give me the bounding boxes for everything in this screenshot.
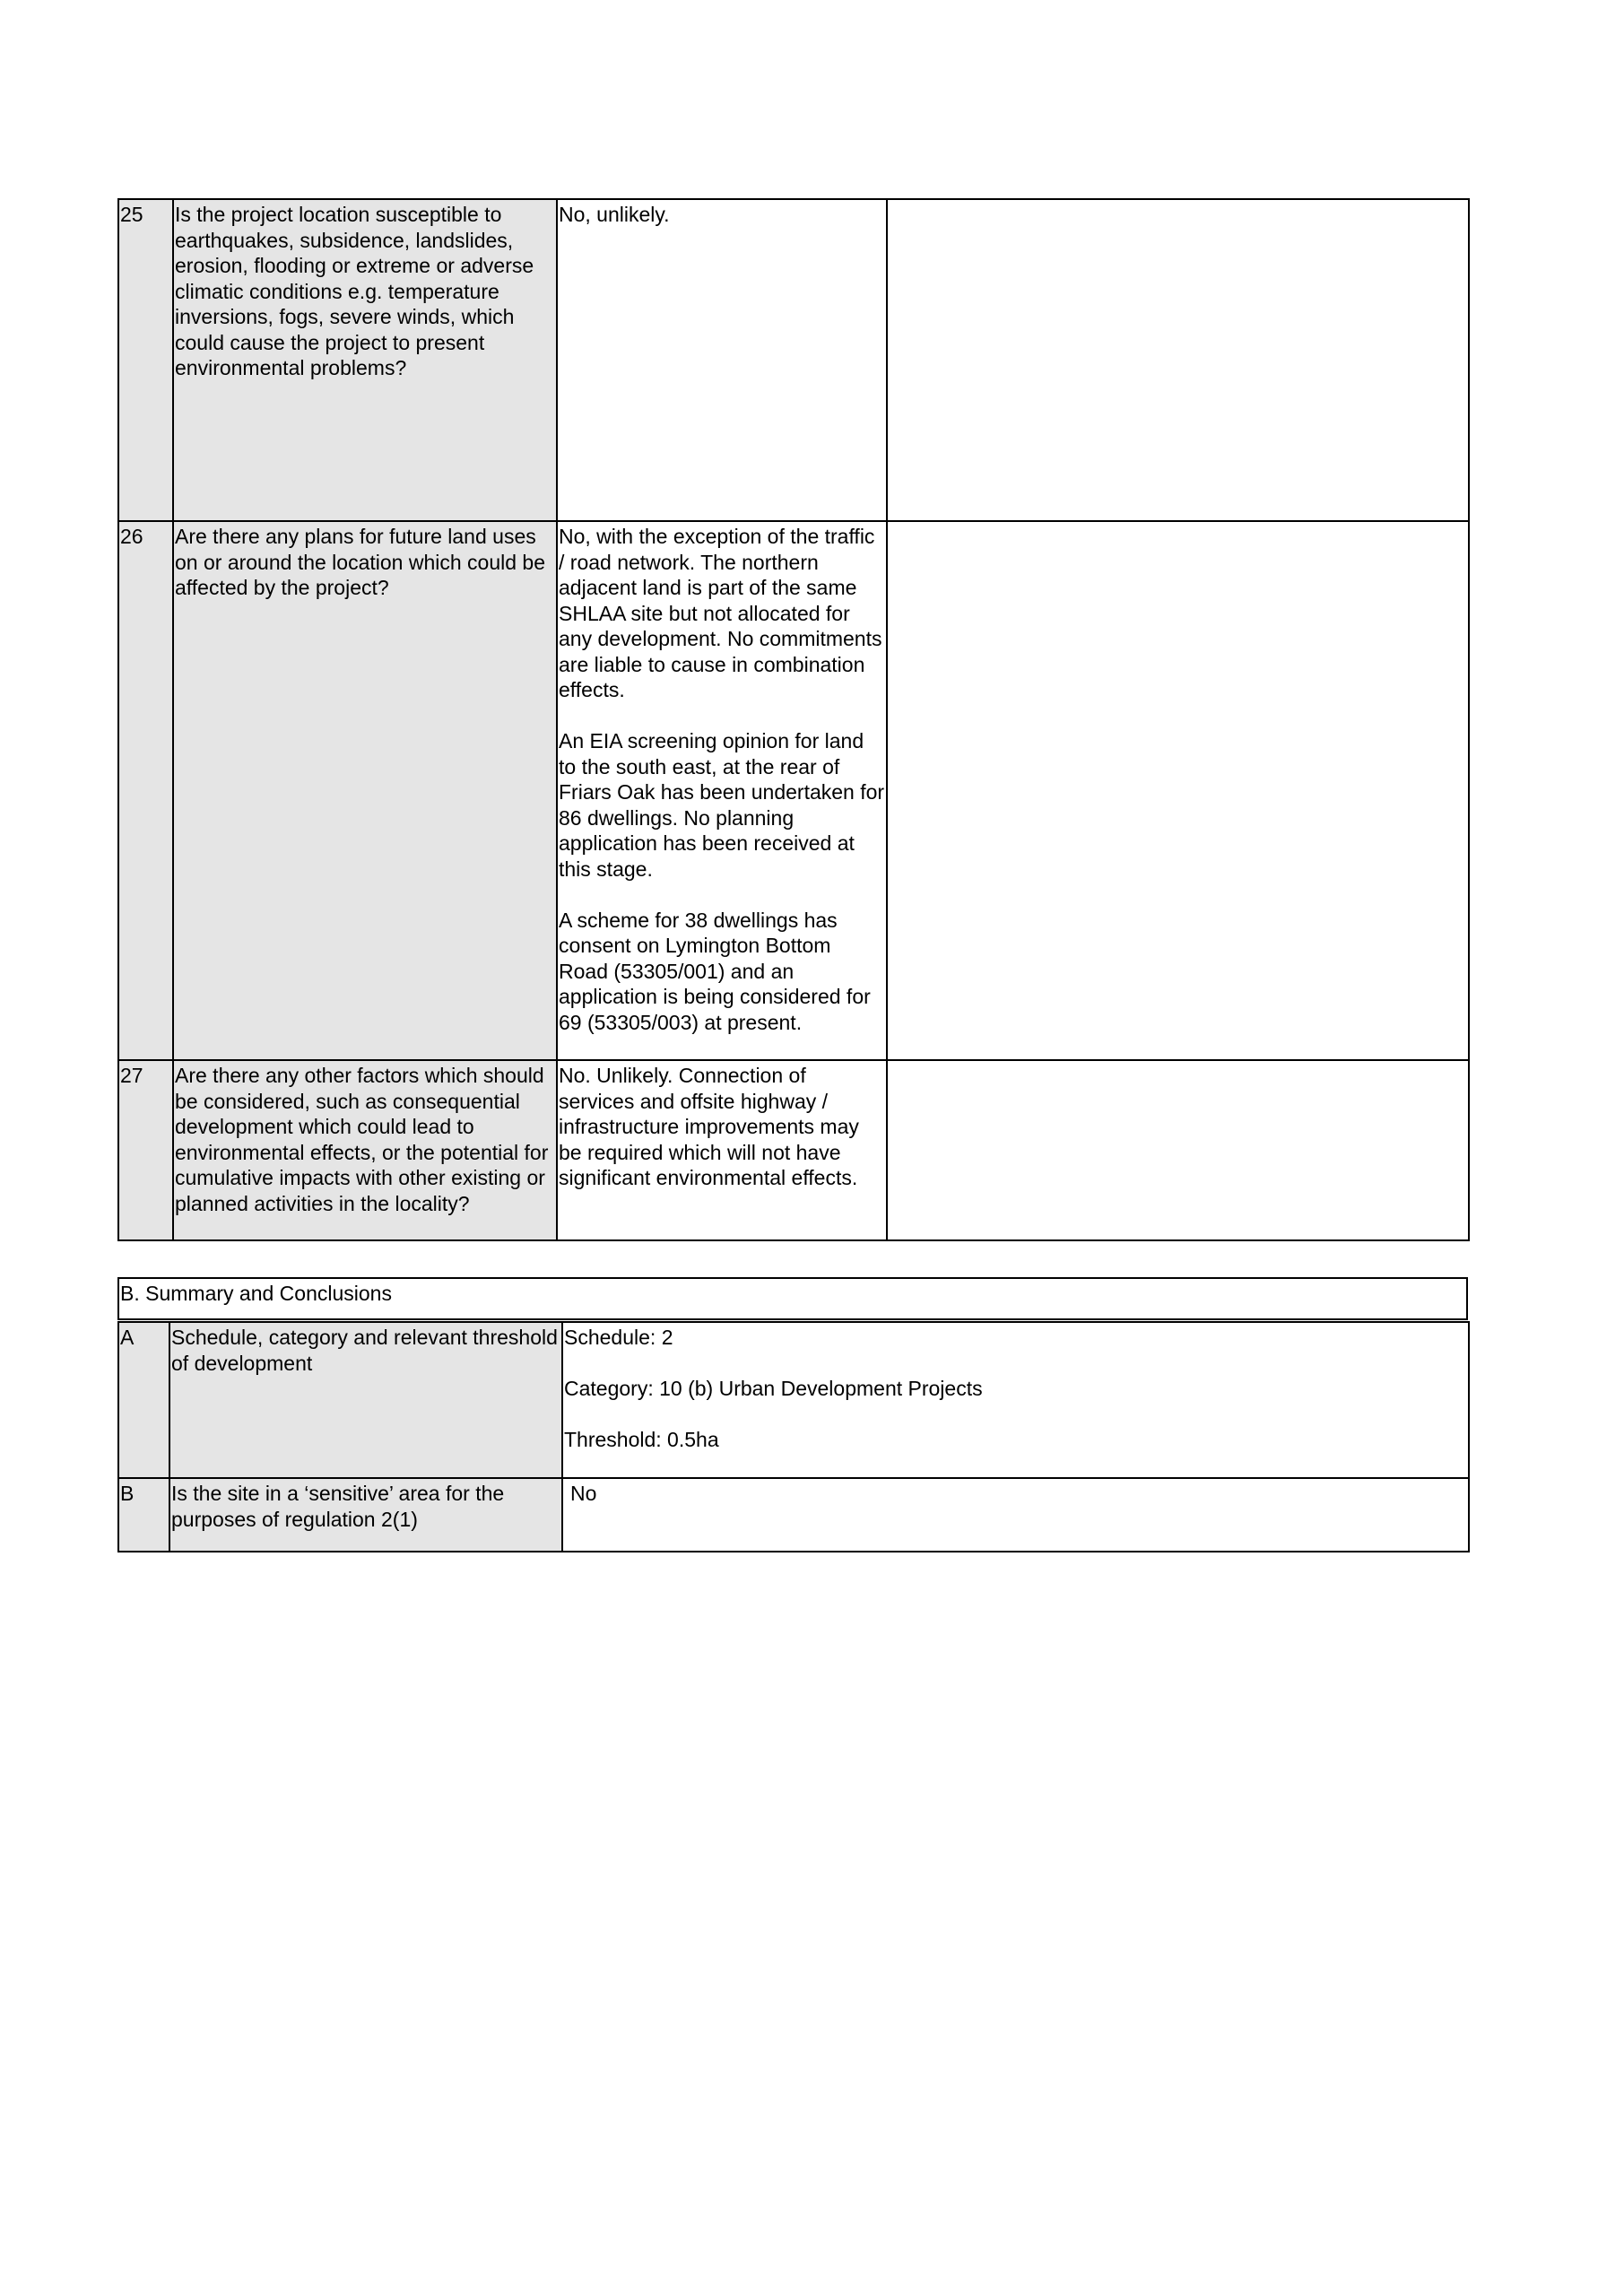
summary-value-cell (562, 1478, 1469, 1552)
category-value: Category: 10 (b) Urban Development Projects (564, 1377, 983, 1400)
notes-cell (887, 1060, 1469, 1240)
question-text: Are there any plans for future land uses on or around the location which could be affected by the project? (173, 521, 557, 1060)
question-number: 26 (118, 521, 173, 1060)
question-number: 25 (118, 199, 173, 521)
sensitive-area-value: No (570, 1482, 597, 1505)
summary-heading: B. Summary and Conclusions (117, 1277, 1468, 1320)
schedule-value: Schedule: 2 (564, 1326, 673, 1349)
summary-letter: B (118, 1478, 169, 1552)
answer-paragraph: No. Unlikely. Connection of services and offsite highway / infrastructure improvements may be required which will not have significant environmental effects. (559, 1064, 859, 1189)
question-text: Are there any other factors which should be considered, such as consequential development which could lead to environmental effects, or the potential for cumulative impacts with other existing or planned activities in the locality? (173, 1060, 557, 1240)
answer-paragraph: No, with the exception of the traffic / road network. The northern adjacent land is part of the same SHLAA site but not allocated for any development. No commitments are liable to cause in combination effects. (559, 525, 882, 701)
notes-cell (887, 199, 1469, 521)
question-text: Is the project location susceptible to earthquakes, subsidence, landslides, erosion, flooding or extreme or adverse climatic conditions e.g. temperature inversions, fogs, severe winds, which could cause the project to present environmental problems? (173, 199, 557, 521)
answer-cell (557, 199, 887, 521)
answer-paragraph: A scheme for 38 dwellings has consent on Lymington Bottom Road (53305/001) and an application is being considered for 69 (53305/003) at present. (559, 908, 871, 1034)
table-row (118, 1322, 1469, 1478)
summary-value-cell (562, 1322, 1469, 1478)
table-row (118, 1060, 1469, 1240)
table-row (118, 1478, 1469, 1552)
table-row (118, 199, 1469, 521)
questions-table (117, 198, 1470, 1241)
table-row (118, 521, 1469, 1060)
answer-cell (557, 1060, 887, 1240)
summary-letter: A (118, 1322, 169, 1478)
summary-label: Is the site in a ‘sensitive’ area for the purposes of regulation 2(1) (169, 1478, 562, 1552)
answer-paragraph: An EIA screening opinion for land to the south east, at the rear of Friars Oak has been undertaken for 86 dwellings. No planning application has been received at this stage. (559, 729, 885, 881)
summary-table (117, 1321, 1470, 1552)
threshold-value: Threshold: 0.5ha (564, 1428, 719, 1451)
question-number: 27 (118, 1060, 173, 1240)
notes-cell (887, 521, 1469, 1060)
answer-paragraph: No, unlikely. (559, 203, 670, 226)
answer-cell (557, 521, 887, 1060)
summary-label: Schedule, category and relevant threshold of development (169, 1322, 562, 1478)
